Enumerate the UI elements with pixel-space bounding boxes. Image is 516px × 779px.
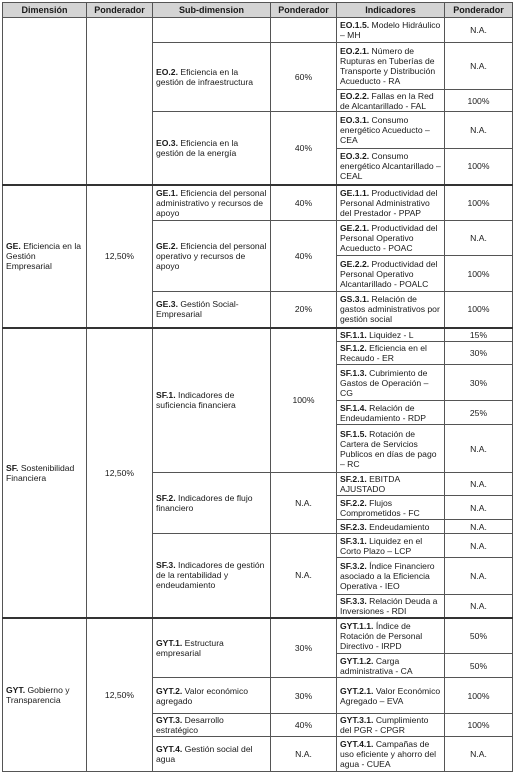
header-subdimension-weight: Ponderador xyxy=(271,3,337,18)
indicator-name: Liquidez en el Corto Plazo – LCP xyxy=(340,535,423,556)
indicator-weight: 50% xyxy=(445,618,513,654)
indicator-cell xyxy=(337,737,445,772)
table-row xyxy=(3,328,513,342)
subdimension-code: GYT.2. xyxy=(156,685,183,696)
indicator-code: EO.1.5. xyxy=(340,20,370,30)
indicator-name: Productividad del Personal Operativo Acueducto - POAC xyxy=(340,223,438,253)
indicator-name: Campañas de uso eficiente y ahorro del agua - CUEA xyxy=(340,739,437,769)
indicator-weight: 100% xyxy=(445,90,513,112)
subdimension-code: SF.1. xyxy=(156,390,176,401)
dimension-weight: 12,50% xyxy=(87,328,153,618)
indicator-cell xyxy=(337,496,445,520)
subdimension-weight xyxy=(271,18,337,43)
indicator-name: Índice Financiero asociado a la Eficiencia Operativa - IEO xyxy=(340,561,435,591)
indicator-weight: 30% xyxy=(445,342,513,365)
indicator-weight: 100% xyxy=(445,256,513,292)
indicator-code: GS.3.1. xyxy=(340,294,370,305)
subdimension-cell xyxy=(153,534,271,618)
header-dimension-weight: Ponderador xyxy=(87,3,153,18)
subdimension-name: Indicadores de flujo financiero xyxy=(156,493,253,513)
indicator-code: EO.2.1. xyxy=(340,46,370,56)
header-indicator-weight: Ponderador xyxy=(445,3,513,18)
indicator-weight: N.A. xyxy=(445,558,513,595)
table-row xyxy=(3,18,513,43)
indicator-weight: N.A. xyxy=(445,534,513,558)
indicator-code: GE.2.1. xyxy=(340,223,370,233)
indicator-weight: N.A. xyxy=(445,112,513,149)
subdimension-weight: 20% xyxy=(271,292,337,328)
subdimension-name: Indicadores de suficiencia financiera xyxy=(156,390,236,411)
dimension-cell xyxy=(3,618,87,772)
indicator-name: Endeudamiento xyxy=(369,521,430,532)
indicator-weight: N.A. xyxy=(445,737,513,772)
indicator-cell xyxy=(337,221,445,256)
subdimension-name: Indicadores de gestión de la rentabilidad y endeudamiento xyxy=(156,560,265,591)
indicator-cell xyxy=(337,595,445,618)
subdimension-name: Eficiencia del personal operativo y recursos de apoyo xyxy=(156,241,267,271)
subdimension-cell xyxy=(153,678,271,714)
indicator-code: GYT.4.1. xyxy=(340,739,374,749)
indicator-cell xyxy=(337,256,445,292)
subdimension-cell xyxy=(153,618,271,678)
subdimension-name: Eficiencia en la gestión de la energía xyxy=(156,137,239,158)
subdimension-code: GE.3. xyxy=(156,299,178,310)
indicator-code: EO.3.2. xyxy=(340,151,370,162)
indicator-weight: N.A. xyxy=(445,425,513,473)
indicator-cell xyxy=(337,618,445,654)
indicator-cell xyxy=(337,558,445,595)
indicator-name: Carga administrativa - CA xyxy=(340,655,413,676)
subdimension-name: Eficiencia del personal administrativo y recursos de apoyo xyxy=(156,187,267,218)
subdimension-cell xyxy=(153,185,271,221)
dimension-name: Eficiencia en la Gestión Empresarial xyxy=(6,241,82,271)
indicator-weight: N.A. xyxy=(445,473,513,496)
indicator-name: Liquidez - L xyxy=(369,329,414,340)
subdimension-weight: 40% xyxy=(271,112,337,185)
indicator-weight: 100% xyxy=(445,149,513,185)
indicator-code: EO.3.1. xyxy=(340,115,370,125)
dimension-weight: 12,50% xyxy=(87,618,153,772)
indicator-weight: N.A. xyxy=(445,595,513,618)
indicator-cell xyxy=(337,90,445,112)
header-subdimension: Sub-dimension xyxy=(153,3,271,18)
indicator-cell xyxy=(337,18,445,43)
subdimension-weight: 40% xyxy=(271,714,337,737)
indicator-weight: 100% xyxy=(445,678,513,714)
subdimension-name: Estructura empresarial xyxy=(156,637,224,658)
subdimension-code: EO.2. xyxy=(156,67,178,77)
dimension-weight xyxy=(87,18,153,185)
indicator-weight: N.A. xyxy=(445,496,513,520)
indicator-name: Número de Rupturas en Tuberías de Transporte y Distribución Acueducto - RA xyxy=(340,46,436,86)
indicator-name: Consumo energético Acueducto – CEA xyxy=(340,115,430,145)
subdimension-code: GYT.3. xyxy=(156,715,183,725)
indicator-name: Cubrimiento de Gastos de Operación – CG xyxy=(340,367,429,398)
subdimension-code: GYT.4. xyxy=(156,744,183,754)
indicator-weight: N.A. xyxy=(445,221,513,256)
subdimension-name: Eficiencia en la gestión de infraestructura xyxy=(156,67,253,87)
indicator-weight: 15% xyxy=(445,328,513,342)
indicator-code: SF.2.1. xyxy=(340,474,367,484)
indicator-code: GYT.3.1. xyxy=(340,715,374,725)
subdimension-code: SF.2. xyxy=(156,493,176,503)
dimension-cell xyxy=(3,18,87,185)
subdimension-cell xyxy=(153,18,271,43)
indicator-name: Fallas en la Red de Alcantarillado - FAL xyxy=(340,90,434,111)
dimension-cell xyxy=(3,185,87,328)
indicator-cell xyxy=(337,328,445,342)
subdimension-code: GYT.1. xyxy=(156,637,183,648)
indicator-name: Consumo energético Alcantarillado – CEAL xyxy=(340,151,441,182)
subdimension-name: Desarrollo estratégico xyxy=(156,715,224,735)
indicator-code: GYT.1.1. xyxy=(340,620,374,631)
indicator-name: Productividad del Personal Administrativo del Prestador - PPAP xyxy=(340,187,438,218)
indicator-code: EO.2.2. xyxy=(340,90,370,101)
subdimension-cell xyxy=(153,292,271,328)
indicator-code: SF.3.1. xyxy=(340,535,367,546)
indicator-weight: N.A. xyxy=(445,18,513,43)
dimension-name: Sostenibilidad Financiera xyxy=(6,462,75,483)
indicator-code: SF.3.2. xyxy=(340,561,367,571)
header-indicators: Indicadores xyxy=(337,3,445,18)
indicator-code: SF.1.4. xyxy=(340,402,367,413)
indicator-weight: 100% xyxy=(445,292,513,328)
indicator-cell xyxy=(337,473,445,496)
indicator-cell xyxy=(337,425,445,473)
indicator-cell xyxy=(337,112,445,149)
indicator-cell xyxy=(337,654,445,678)
indicator-weight: 100% xyxy=(445,714,513,737)
subdimension-cell xyxy=(153,221,271,292)
indicator-name: Modelo Hidráulico – MH xyxy=(340,20,441,40)
indicator-code: SF.2.3. xyxy=(340,521,367,532)
indicator-code: SF.2.2. xyxy=(340,497,367,508)
indicator-cell xyxy=(337,43,445,90)
subdimension-cell xyxy=(153,112,271,185)
subdimension-code: GE.1. xyxy=(156,187,178,198)
dimension-code: GYT. xyxy=(6,684,26,695)
indicator-name: EBITDA AJUSTADO xyxy=(340,474,400,494)
indicator-cell xyxy=(337,714,445,737)
subdimension-name: Valor económico agregado xyxy=(156,685,249,706)
subdimension-cell xyxy=(153,714,271,737)
indicator-code: SF.1.3. xyxy=(340,367,367,378)
table-row xyxy=(3,618,513,654)
subdimension-weight: 30% xyxy=(271,678,337,714)
indicator-name: Eficiencia en el Recaudo - ER xyxy=(340,343,427,363)
header-dimension: Dimensión xyxy=(3,3,87,18)
indicator-weight: 100% xyxy=(445,185,513,221)
subdimension-weight: N.A. xyxy=(271,737,337,772)
indicator-cell xyxy=(337,678,445,714)
indicator-cell xyxy=(337,534,445,558)
indicator-cell xyxy=(337,292,445,328)
subdimension-code: EO.3. xyxy=(156,137,178,148)
indicator-code: SF.1.2. xyxy=(340,343,367,353)
indicator-name: Productividad del Personal Operativo Alcantarillado - POALC xyxy=(340,258,438,289)
indicators-table xyxy=(2,2,513,772)
indicator-weight: N.A. xyxy=(445,43,513,90)
indicator-weight: N.A. xyxy=(445,520,513,534)
indicator-name: Valor Económico Agregado – EVA xyxy=(340,685,441,706)
subdimension-weight: N.A. xyxy=(271,473,337,534)
subdimension-name: Gestión Social-Empresarial xyxy=(156,299,239,320)
subdimension-weight: N.A. xyxy=(271,534,337,618)
indicator-code: GE.2.2. xyxy=(340,258,370,269)
indicator-cell xyxy=(337,149,445,185)
indicator-name: Índice de Rotación de Personal Directivo - IRPD xyxy=(340,620,423,651)
indicator-cell xyxy=(337,185,445,221)
dimension-code: SF. xyxy=(6,462,19,473)
table-row xyxy=(3,185,513,221)
indicator-code: GYT.2.1. xyxy=(340,685,374,696)
dimension-weight: 12,50% xyxy=(87,185,153,328)
indicator-cell xyxy=(337,365,445,401)
indicator-code: GE.1.1. xyxy=(340,187,370,198)
indicator-code: SF.1.1. xyxy=(340,329,367,340)
subdimension-cell xyxy=(153,737,271,772)
indicator-cell xyxy=(337,520,445,534)
indicator-code: SF.1.5. xyxy=(340,428,367,439)
indicator-name: Cumplimiento del PGR - CPGR xyxy=(340,715,429,735)
subdimension-weight: 100% xyxy=(271,328,337,473)
subdimension-code: GE.2. xyxy=(156,241,178,251)
indicator-name: Flujos Comprometidos - FC xyxy=(340,497,420,518)
subdimension-weight: 40% xyxy=(271,185,337,221)
subdimension-weight: 60% xyxy=(271,43,337,112)
indicator-code: GYT.1.2. xyxy=(340,655,374,666)
subdimension-code: SF.3. xyxy=(156,560,176,571)
indicator-name: Relación Deuda a Inversiones - RDI xyxy=(340,595,438,616)
subdimension-weight: 30% xyxy=(271,618,337,678)
subdimension-weight: 40% xyxy=(271,221,337,292)
indicator-name: Relación de Endeudamiento - RDP xyxy=(340,402,426,423)
header-row xyxy=(3,3,513,18)
dimension-cell xyxy=(3,328,87,618)
indicator-name: Relación de gastos administrativos por gestión social xyxy=(340,294,440,325)
indicator-cell xyxy=(337,401,445,425)
subdimension-cell xyxy=(153,473,271,534)
indicator-name: Rotación de Cartera de Servicios Publicos en días de pago – RC xyxy=(340,428,437,469)
indicator-weight: 50% xyxy=(445,654,513,678)
indicator-weight: 30% xyxy=(445,365,513,401)
dimension-name: Gobierno y Transparencia xyxy=(6,684,70,705)
dimension-code: GE. xyxy=(6,241,21,251)
subdimension-name: Gestión social del agua xyxy=(156,744,253,764)
indicator-cell xyxy=(337,342,445,365)
indicator-code: SF.3.3. xyxy=(340,595,367,606)
subdimension-cell xyxy=(153,43,271,112)
indicator-weight: 25% xyxy=(445,401,513,425)
subdimension-cell xyxy=(153,328,271,473)
